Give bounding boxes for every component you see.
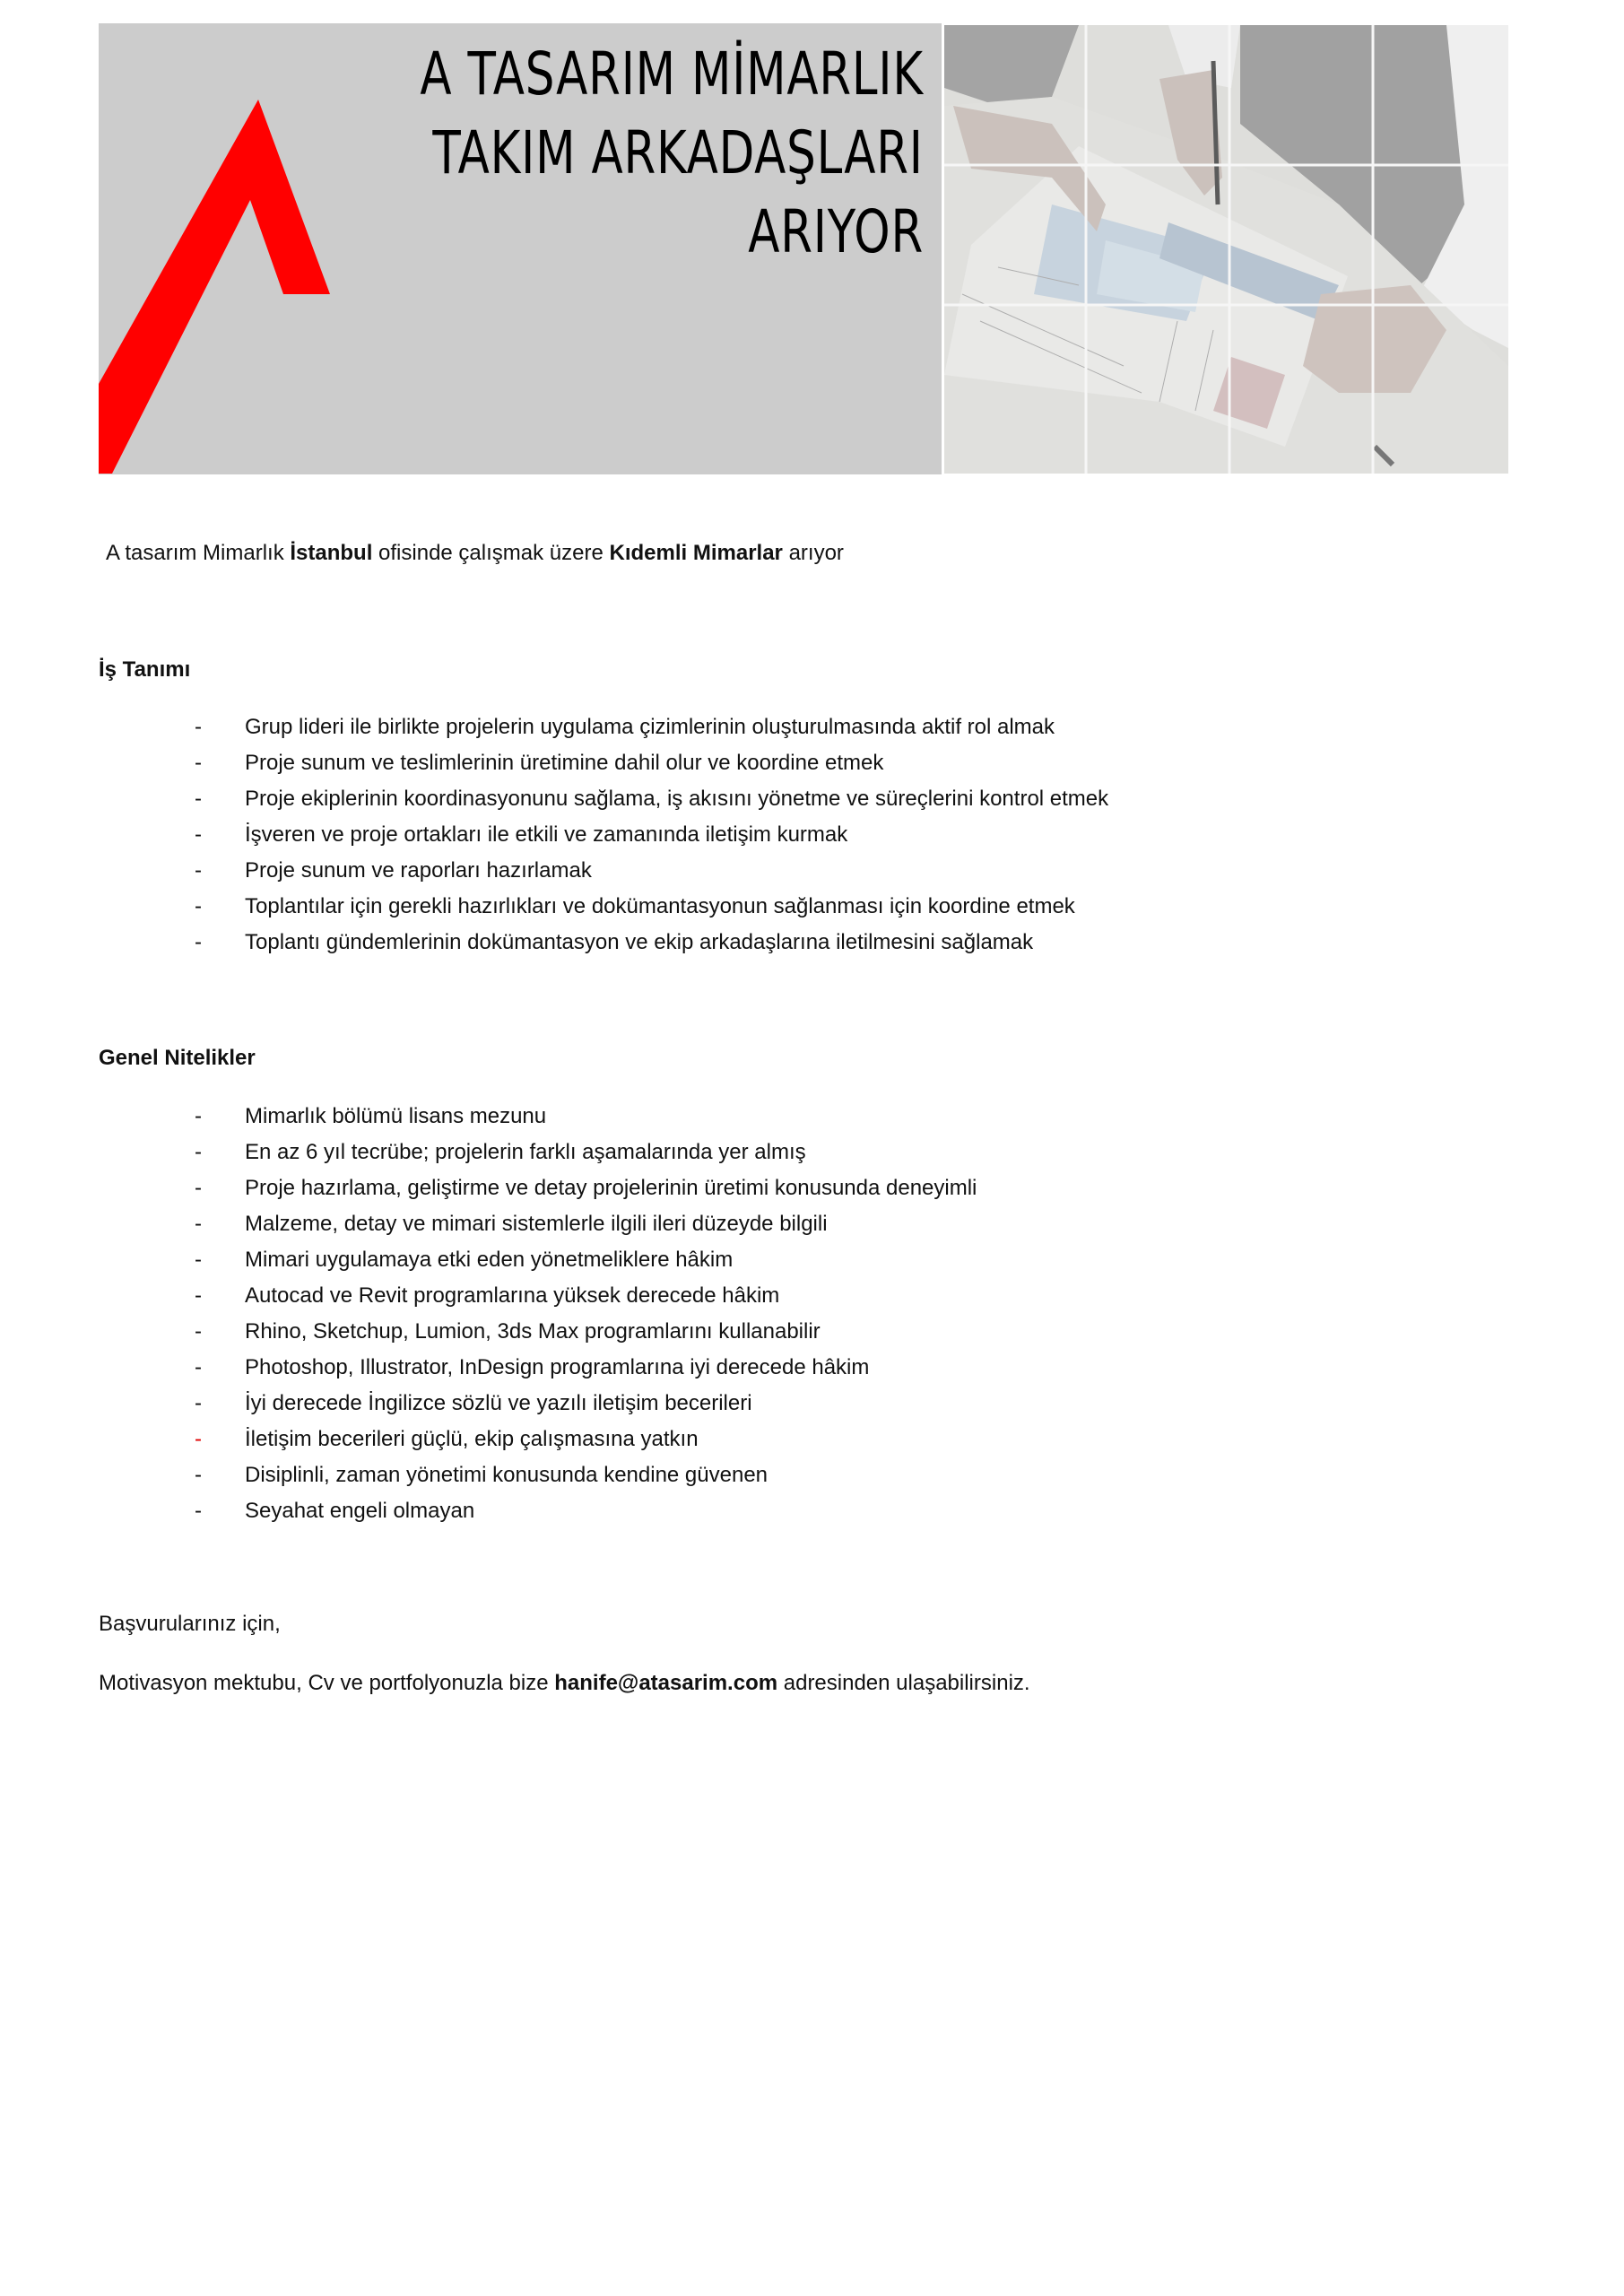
bullet-dash: - [195,1176,202,1200]
list-item-text: En az 6 yıl tecrübe; projelerin farklı aşamalarında yer almış [245,1140,806,1164]
application-instructions [99,1673,1030,1694]
architects-plan-photo-icon [944,25,1508,474]
bullet-dash: - [195,1463,202,1487]
bullet-dash: - [195,1319,202,1344]
bullet-dash: - [195,1104,202,1128]
bullet-dash: - [195,1212,202,1236]
list-item-text: İyi derecede İngilizce sözlü ve yazılı iletişim becerileri [245,1391,752,1415]
header-banner [99,23,1508,474]
list-item-text: Toplantılar için gerekli hazırlıkları ve dokümantasyonun sağlanması için koordine etmek [245,894,1075,918]
banner-photo [944,25,1508,474]
banner-title-line-2: TAKIM ARKADAŞLARI [432,118,924,187]
list-item-text: İletişim becerileri güçlü, ekip çalışmasına yatkın [245,1427,699,1451]
contact-email-link[interactable]: hanife@atasarim.com [554,1671,778,1695]
list-item-text: Rhino, Sketchup, Lumion, 3ds Max programlarını kullanabilir [245,1319,821,1344]
banner-title-line-3: ARIYOR [748,197,924,266]
list-item-text: İşveren ve proje ortakları ile etkili ve zamanında iletişim kurmak [245,822,848,847]
bullet-dash: - [195,751,202,775]
qualifications-heading: Genel Nitelikler [99,1046,256,1070]
list-item-text: Proje sunum ve teslimlerinin üretimine dahil olur ve koordine etmek [245,751,884,775]
bullet-dash: - [195,715,202,739]
bullet-dash: - [195,1248,202,1272]
bullet-dash: - [195,1391,202,1415]
intro-city: İstanbul [290,541,373,565]
list-item-text: Proje sunum ve raporları hazırlamak [245,858,592,883]
bullet-dash: - [195,1283,202,1308]
banner-title-panel [99,23,942,474]
list-item-text: Proje hazırlama, geliştirme ve detay projelerinin üretimi konusunda deneyimli [245,1176,977,1200]
list-item-text: Photoshop, Illustrator, InDesign programlarına iyi derecede hâkim [245,1355,870,1379]
list-item-text: Grup lideri ile birlikte projelerin uygulama çizimlerinin oluşturulmasında aktif rol almak [245,715,1055,739]
application-intro: Başvurularınız için, [99,1612,281,1636]
bullet-dash: - [195,1499,202,1523]
bullet-dash-highlighted: - [195,1427,202,1451]
intro-text-1: A tasarım Mimarlık [106,541,291,565]
bullet-dash: - [195,1140,202,1164]
list-item-text: Disiplinli, zaman yönetimi konusunda kendine güvenen [245,1463,769,1487]
banner-title-line-1: A TASARIM MİMARLIK [420,39,924,109]
list-item-text: Proje ekiplerinin koordinasyonunu sağlama, iş akısını yönetme ve süreçlerini kontrol etmek [245,787,1109,811]
bullet-dash: - [195,894,202,918]
application-text-2: adresinden ulaşabilirsiniz. [777,1671,1030,1695]
job-description-heading: İş Tanımı [99,657,191,682]
bullet-dash: - [195,858,202,883]
list-item-text: Mimari uygulamaya etki eden yönetmeliklere hâkim [245,1248,734,1272]
list-item-text: Autocad ve Revit programlarına yüksek derecede hâkim [245,1283,780,1308]
bullet-dash: - [195,930,202,954]
intro-text-2: ofisinde çalışmak üzere [372,541,610,565]
list-item-text: Malzeme, detay ve mimari sistemlerle ilgili ileri düzeyde bilgili [245,1212,828,1236]
bullet-dash: - [195,1355,202,1379]
application-text-1: Motivasyon mektubu, Cv ve portfolyonuzla bize [99,1671,555,1695]
list-item-text: Toplantı gündemlerinin dokümantasyon ve ekip arkadaşlarına iletilmesini sağlamak [245,930,1034,954]
bullet-dash: - [195,787,202,811]
intro-role: Kıdemli Mimarlar [609,541,783,565]
list-item-text: Seyahat engeli olmayan [245,1499,475,1523]
intro-line [106,543,844,564]
list-item-text: Mimarlık bölümü lisans mezunu [245,1104,547,1128]
intro-text-3: arıyor [782,541,844,565]
bullet-dash: - [195,822,202,847]
